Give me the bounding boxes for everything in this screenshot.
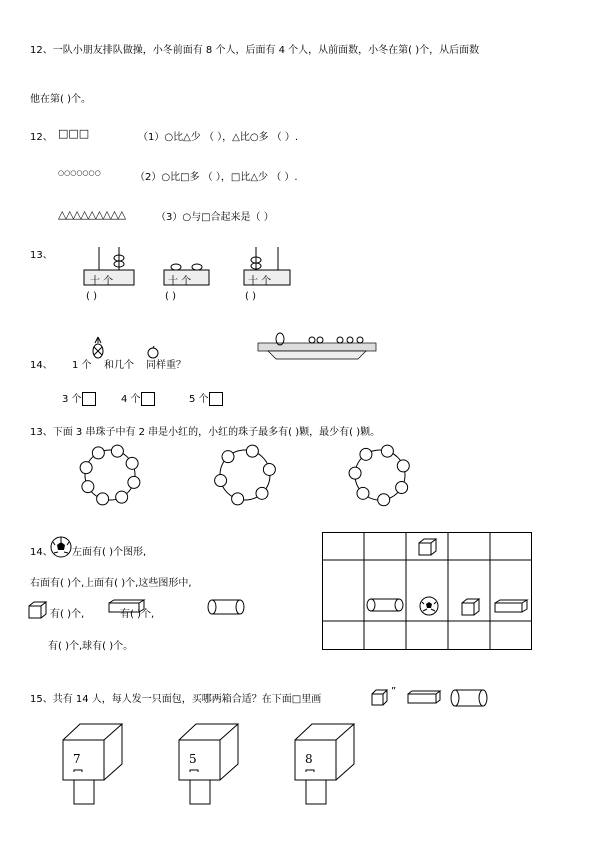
q14b-text2: 右面有( )个,上面有( )个,这些图形中,	[30, 578, 192, 589]
bead	[128, 476, 140, 488]
shape-grid	[322, 532, 532, 650]
bead	[82, 481, 94, 493]
q14b-number: 14、	[30, 547, 53, 558]
bead	[215, 475, 227, 487]
q14b-text1: 左面有( )个图形,	[72, 547, 147, 558]
bead-string-3	[349, 445, 409, 506]
option-5	[189, 390, 223, 406]
bead	[256, 487, 268, 499]
bead	[397, 460, 409, 472]
cube-icon	[28, 601, 48, 619]
q14a-text-b: 和几个	[104, 360, 134, 371]
abacus-3-label: 十 个	[248, 276, 272, 287]
abacus-2-blank: ( )	[165, 291, 176, 302]
q12b-sub2: （2）○比□多 （ ），□比△少 （ ）.	[135, 172, 298, 183]
bread-box-count: 5	[189, 752, 197, 766]
abacus-2-label: 十 个	[168, 276, 192, 287]
bead-strings	[80, 440, 480, 510]
bread-box-count: 7	[73, 752, 81, 766]
bread-box-1	[62, 722, 124, 808]
cylinder-icon	[207, 599, 247, 615]
bead	[357, 487, 369, 499]
grid-cube-top	[419, 539, 436, 555]
bead	[232, 493, 244, 505]
q15-cylinder-icon	[450, 689, 490, 707]
q15-quote: ”	[391, 686, 397, 697]
option-4-label: 4 个	[121, 394, 141, 405]
bead	[360, 448, 372, 460]
bead	[80, 462, 92, 474]
bead	[126, 457, 138, 469]
bead-string-1	[80, 445, 140, 505]
option-3	[62, 390, 96, 406]
q12b-squares: □□□	[58, 127, 90, 140]
bread-box-2	[178, 722, 240, 808]
q12b-sub1: （1）○比△少 （ ），△比○多 （ ）.	[138, 132, 299, 143]
abacus-1-blank: ( )	[86, 291, 97, 302]
bead	[222, 451, 234, 463]
abacus-1-label: 十 个	[90, 276, 114, 287]
bread-box-count: 8	[305, 752, 313, 766]
q15-cube-icon	[371, 689, 389, 707]
q15-text: 15、共有 14 人，每人发一只面包，买哪两箱合适？在下面□里画	[30, 694, 322, 705]
balance-scale-icon	[258, 333, 376, 363]
q14a-text-c: 同样重？	[146, 360, 186, 371]
bread-box-3	[294, 722, 356, 808]
bread-box-answer[interactable]	[74, 780, 94, 804]
pineapple-icon	[91, 337, 105, 359]
bead	[116, 491, 128, 503]
bead	[263, 463, 275, 475]
q14b-text4: 有( )个,球有( )个。	[48, 641, 134, 652]
option-4	[121, 390, 155, 406]
ball-icon	[50, 536, 72, 558]
q12b-sub3: （3）○与□合起来是（ ）	[156, 212, 274, 223]
bead	[246, 445, 258, 457]
bead-string-2	[215, 445, 276, 505]
answer-box-5[interactable]	[209, 392, 223, 406]
grid-ball	[420, 597, 438, 615]
q12a-line1: 12、一队小朋友排队做操，小冬前面有 8 个人，后面有 4 个人，从前面数，小冬在第( )个，从后面数	[30, 45, 480, 56]
option-3-label: 3 个	[62, 394, 82, 405]
q14b-text3a: 有( )个,	[50, 609, 85, 620]
option-5-label: 5 个	[189, 394, 209, 405]
answer-box-3[interactable]	[82, 392, 96, 406]
q13a-number: 13、	[30, 250, 53, 261]
q12b-circles: ○○○○○○○	[58, 169, 101, 177]
q13b-text: 13、下面 3 串珠子中有 2 串是小红的，小红的珠子最多有( )颗，最少有( )颗。	[30, 427, 381, 438]
grid-cube-bottom	[462, 599, 479, 615]
q12a-line2: 他在第( )个。	[30, 94, 91, 105]
answer-box-4[interactable]	[141, 392, 155, 406]
bead	[349, 467, 361, 479]
q14b-text3b: 有( )个,	[120, 609, 155, 620]
bread-box-answer[interactable]	[190, 780, 210, 804]
bead-string-cord	[85, 450, 135, 500]
q15-cuboid-icon	[407, 690, 443, 704]
grid-cylinder	[367, 599, 403, 611]
bead	[378, 494, 390, 506]
bead	[97, 493, 109, 505]
bead	[396, 482, 408, 494]
bead	[111, 445, 123, 457]
q12b-number: 12、	[30, 132, 53, 143]
q12b-triangles: △△△△△△△△△	[58, 208, 126, 221]
bread-box-answer[interactable]	[306, 780, 326, 804]
abacus-3-blank: ( )	[245, 291, 256, 302]
grid-cuboid	[495, 600, 527, 612]
bead	[381, 445, 393, 457]
q14a-number: 14、	[30, 360, 53, 371]
q14a-text-a: 1 个	[72, 360, 92, 371]
bead	[92, 447, 104, 459]
